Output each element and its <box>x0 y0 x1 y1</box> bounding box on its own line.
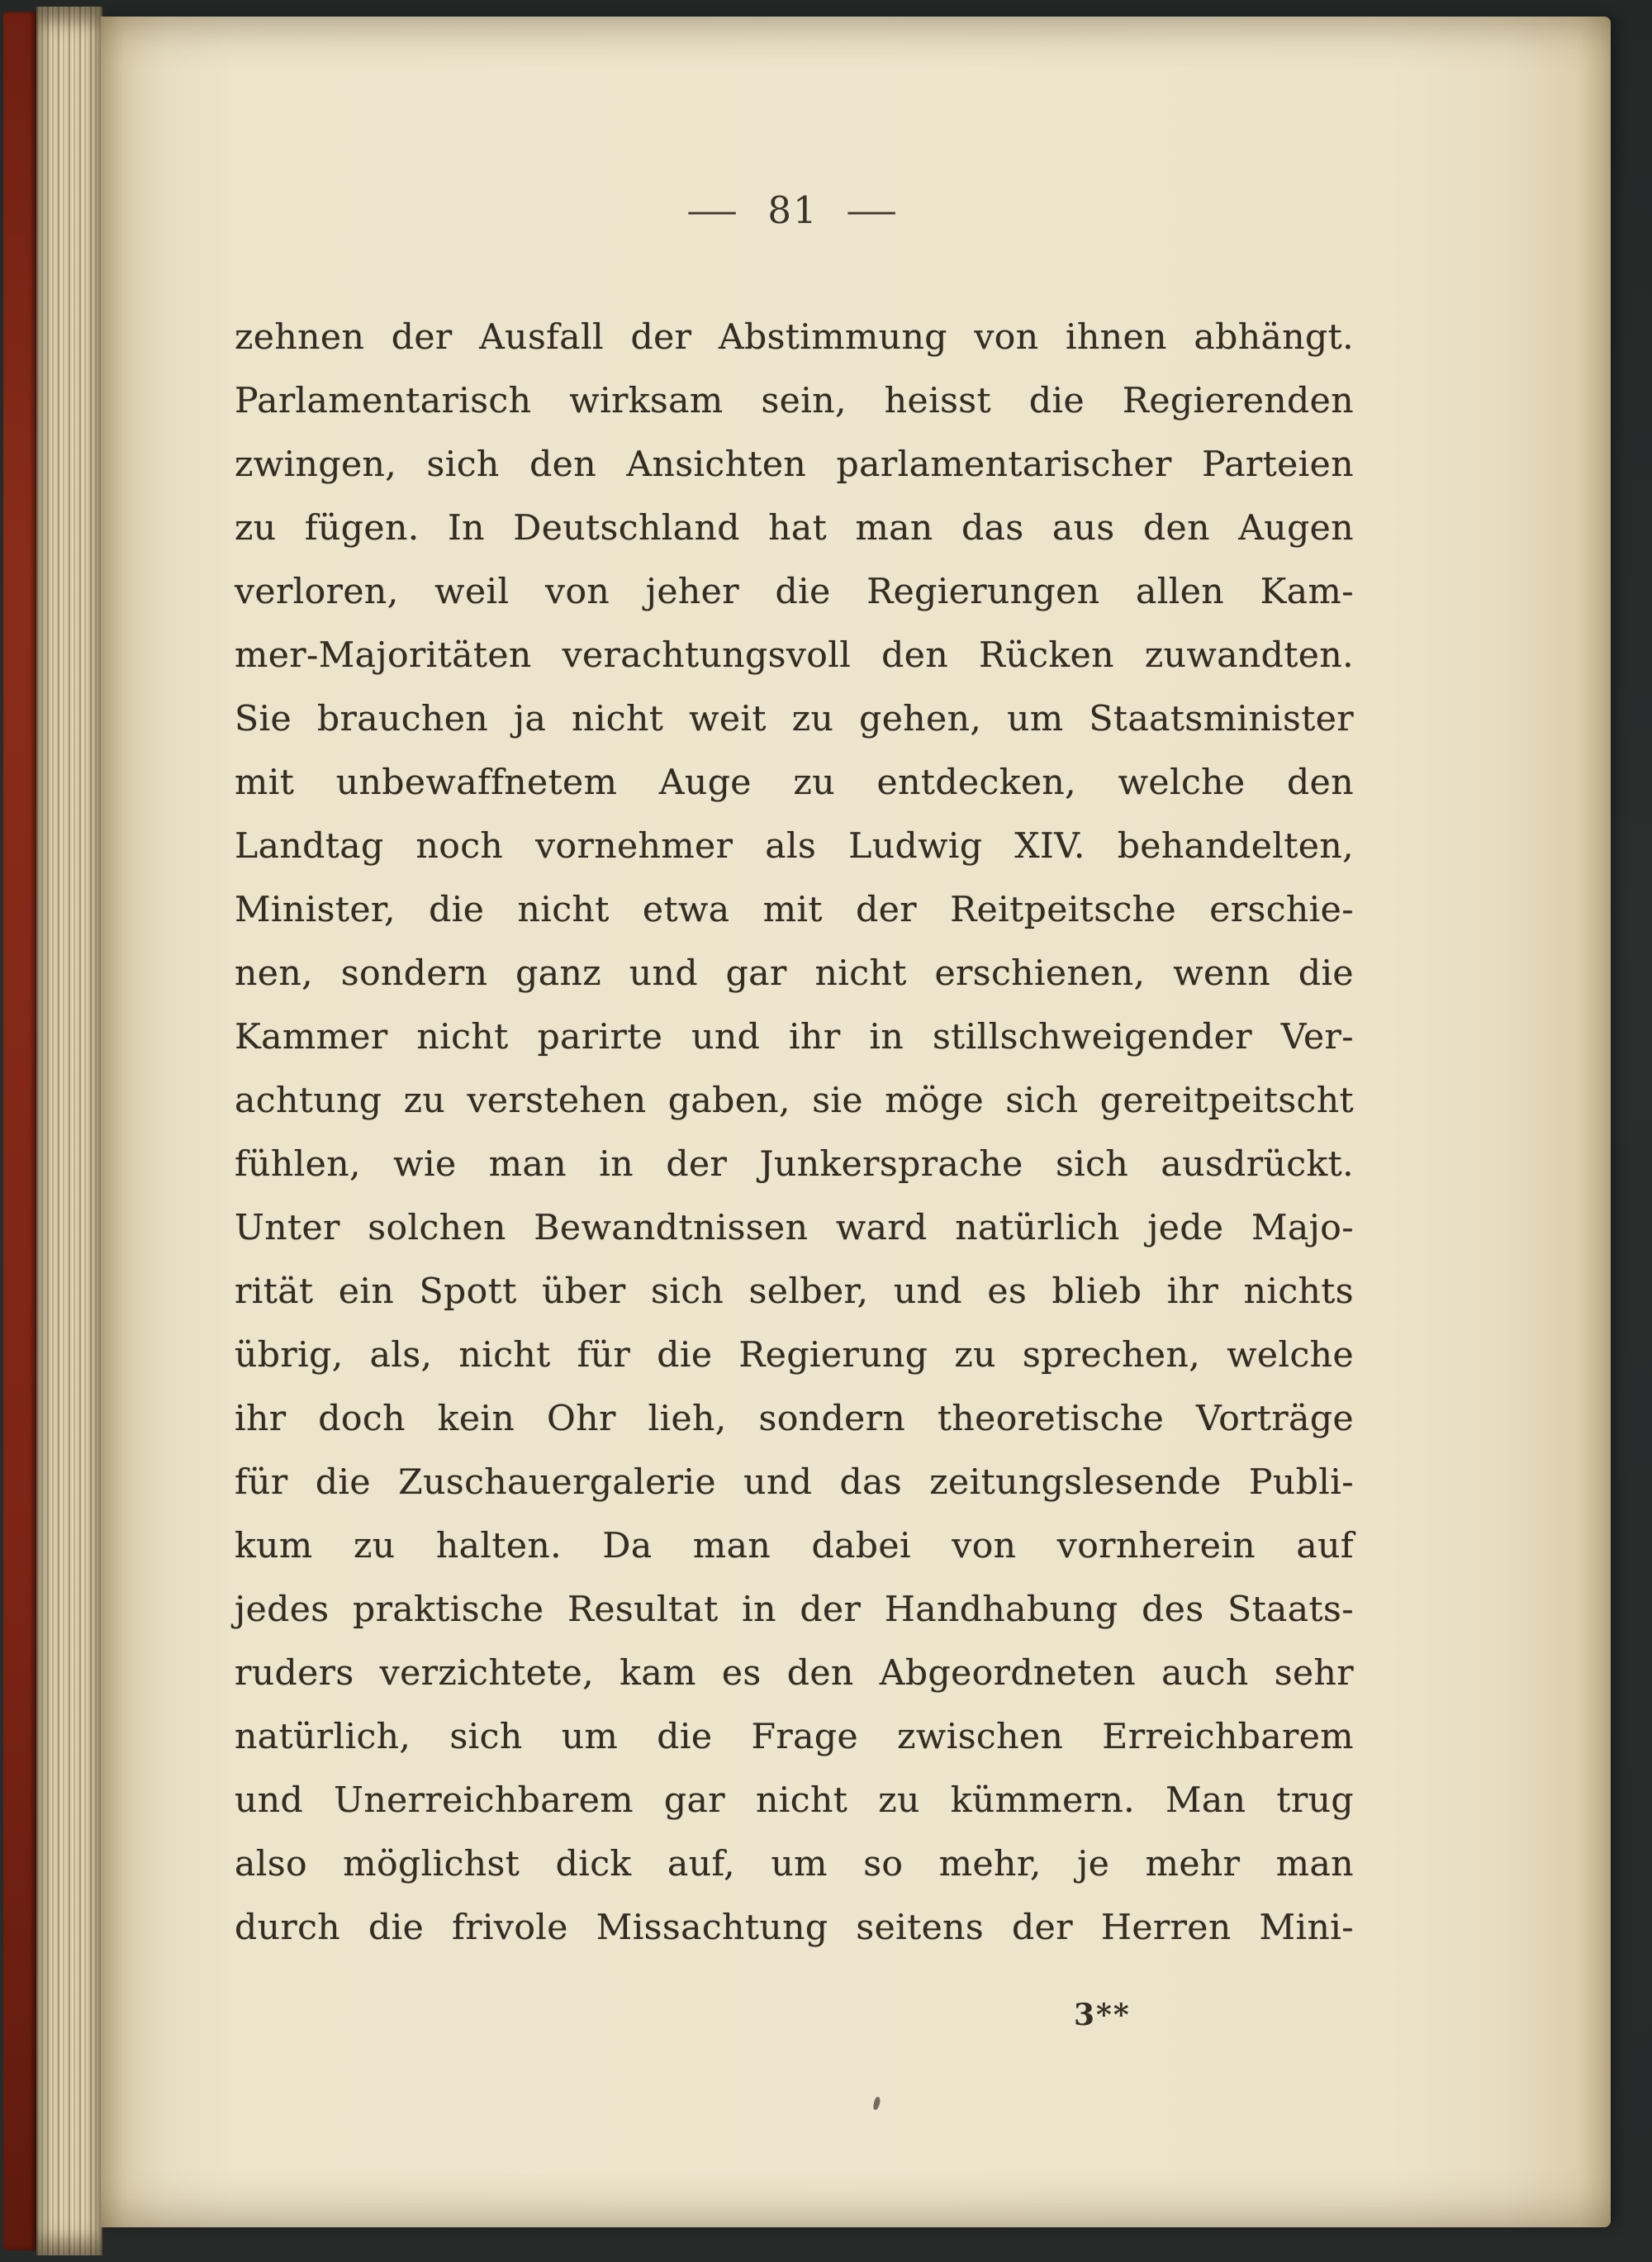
text-line: jedes praktische Resultat in der Handhabung des Staats- <box>235 1590 1354 1630</box>
text-line: ruders verzichtete, kam es den Abgeordneten auch sehr <box>235 1653 1354 1694</box>
page-edges-stack <box>36 7 102 2255</box>
text-line: mer-Majoritäten verachtungsvoll den Rücken zuwandten. <box>235 635 1354 676</box>
text-line: zu fügen. In Deutschland hat man das aus den Augen <box>235 508 1354 549</box>
text-line: zwingen, sich den Ansichten parlamentarischer Parteien <box>235 444 1354 485</box>
text-line: ihr doch kein Ohr lieh, sondern theoretische Vorträge <box>235 1399 1354 1439</box>
text-line: durch die frivole Missachtung seitens der Herren Mini- <box>235 1908 1354 1948</box>
text-line: Landtag noch vornehmer als Ludwig XIV. behandelten, <box>235 826 1354 867</box>
text-line: Unter solchen Bewandtnissen ward natürlich jede Majo- <box>235 1208 1354 1248</box>
text-line: zehnen der Ausfall der Abstimmung von ihnen abhängt. <box>235 317 1354 358</box>
signature-mark: 3** <box>1074 1998 1131 2032</box>
text-line: nen, sondern ganz und gar nicht erschienen, wenn die <box>235 953 1354 994</box>
book-cover-edge <box>3 12 36 2250</box>
text-line: übrig, als, nicht für die Regierung zu sprechen, welche <box>235 1335 1354 1376</box>
text-line: fühlen, wie man in der Junkersprache sich ausdrückt. <box>235 1144 1354 1185</box>
text-line: natürlich, sich um die Frage zwischen Erreichbarem <box>235 1717 1354 1757</box>
text-line: für die Zuschauergalerie und das zeitungslesende Publi- <box>235 1462 1354 1503</box>
body-text <box>235 306 1354 1960</box>
header-dash-right: — <box>845 188 900 232</box>
text-line: und Unerreichbarem gar nicht zu kümmern. Man trug <box>235 1780 1354 1821</box>
text-line: verloren, weil von jeher die Regierungen allen Kam- <box>235 572 1354 612</box>
header-dash-left: — <box>686 188 741 232</box>
text-line: mit unbewaffnetem Auge zu entdecken, welche den <box>235 763 1354 803</box>
text-line: kum zu halten. Da man dabei von vornherein auf <box>235 1526 1354 1566</box>
text-line: rität ein Spott über sich selber, und es blieb ihr nichts <box>235 1271 1354 1312</box>
text-line: Parlamentarisch wirksam sein, heisst die Regierenden <box>235 381 1354 421</box>
page-header <box>235 188 1351 232</box>
text-line: also möglichst dick auf, um so mehr, je mehr man <box>235 1844 1354 1884</box>
book-page <box>101 17 1611 2227</box>
scan-artifact <box>872 2096 881 2110</box>
page-number: 81 <box>767 188 819 232</box>
text-line: achtung zu verstehen gaben, sie möge sich gereitpeitscht <box>235 1081 1354 1121</box>
text-line: Sie brauchen ja nicht weit zu gehen, um Staatsminister <box>235 699 1354 739</box>
text-line: Kammer nicht parirte und ihr in stillschweigender Ver- <box>235 1017 1354 1057</box>
text-line: Minister, die nicht etwa mit der Reitpeitsche erschie- <box>235 890 1354 930</box>
